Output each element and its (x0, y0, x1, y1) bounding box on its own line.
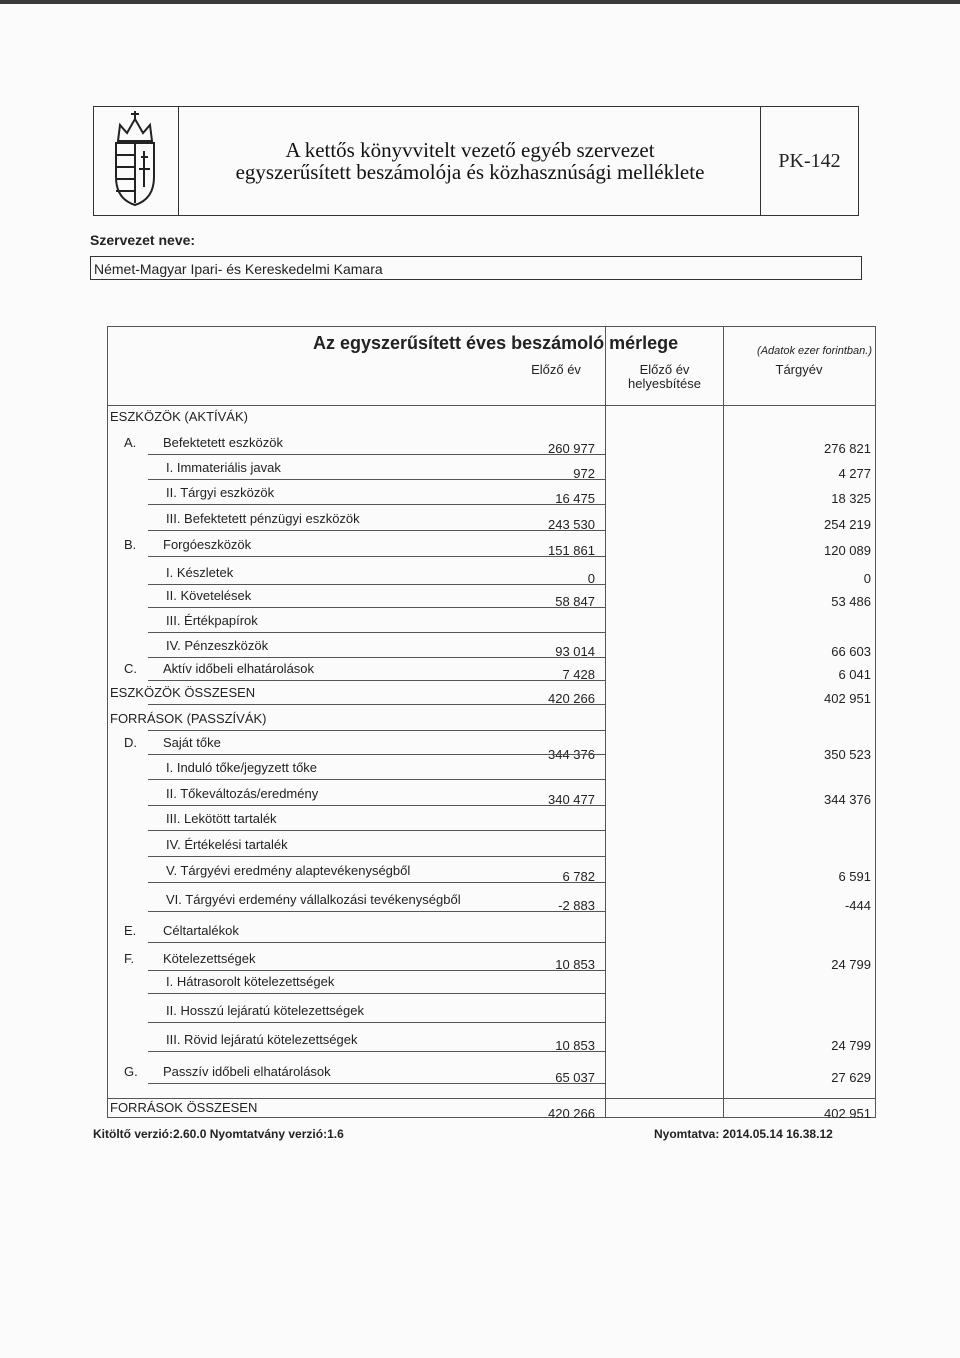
table-row (108, 951, 875, 972)
row-label: I. Induló tőke/jegyzett tőke (166, 760, 318, 775)
row-label: I. Immateriális javak (166, 460, 281, 475)
value-prev-year: 16 475 (555, 491, 595, 506)
table-row (108, 1032, 875, 1053)
row-label: III. Értékpapírok (166, 613, 258, 628)
table-row (108, 1003, 875, 1019)
footer-printed: Nyomtatva: 2014.05.14 16.38.12 (654, 1127, 833, 1141)
row-rule (148, 805, 606, 806)
row-rule (148, 704, 606, 705)
row-label: Forgóeszközök (163, 537, 252, 552)
row-code: G. (124, 1064, 138, 1079)
table-row (108, 923, 875, 939)
balance-sheet-table (107, 326, 876, 1121)
form-title-line2: egyszerűsített beszámolója és közhasznúsági melléklete (235, 160, 705, 184)
unit-note: (Adatok ezer forintban.) (757, 345, 872, 357)
value-prev-year: 93 014 (555, 644, 595, 659)
value-current-year: 0 (863, 571, 871, 586)
row-rule (148, 607, 606, 608)
value-prev-year: 7 428 (562, 667, 595, 682)
row-label: Saját tőke (163, 735, 221, 750)
row-rule (148, 1022, 606, 1023)
row-label: I. Hátrasorolt kötelezettségek (166, 974, 335, 989)
value-prev-year: -2 883 (558, 898, 595, 913)
col-header-corr: Előző év helyesbítése (628, 362, 701, 391)
row-rule (148, 680, 606, 681)
table-row (108, 974, 875, 990)
row-rule (148, 830, 606, 831)
table-row (108, 685, 875, 706)
row-code: F. (124, 951, 135, 966)
row-label: IV. Értékelési tartalék (166, 837, 288, 852)
row-rule (148, 454, 606, 455)
row-rule (148, 1051, 606, 1052)
row-rule (148, 730, 606, 731)
row-label: ESZKÖZÖK (AKTÍVÁK) (110, 409, 248, 424)
table-row (108, 613, 875, 629)
value-prev-year: 420 266 (548, 1106, 595, 1121)
table-row (108, 786, 875, 807)
row-rule (148, 584, 606, 585)
value-prev-year: 0 (587, 571, 595, 586)
row-rule (148, 1083, 606, 1084)
row-code: B. (124, 537, 137, 552)
row-label: III. Lekötött tartalék (166, 811, 277, 826)
table-row (108, 588, 875, 609)
value-prev-year: 243 530 (548, 517, 595, 532)
coat-of-arms-icon (94, 107, 179, 215)
table-row (108, 735, 875, 762)
table-row (108, 537, 875, 558)
value-prev-year: 58 847 (555, 594, 595, 609)
row-rule (148, 754, 606, 755)
value-prev-year: 344 376 (548, 747, 595, 762)
value-current-year: 24 799 (831, 1038, 871, 1053)
value-current-year: 350 523 (824, 747, 871, 762)
row-rule (148, 856, 606, 857)
value-prev-year: 65 037 (555, 1070, 595, 1085)
value-current-year: 6 041 (838, 667, 871, 682)
col-header-curr: Tárgyév (775, 362, 823, 377)
table-row (108, 1100, 875, 1121)
row-rule (148, 993, 606, 994)
value-prev-year: 972 (573, 466, 595, 481)
row-rule (148, 911, 606, 912)
row-rule (148, 632, 606, 633)
table-row (108, 863, 875, 884)
value-current-year: -444 (844, 898, 871, 913)
row-rule (148, 556, 606, 557)
value-prev-year: 260 977 (548, 441, 595, 456)
form-code: PK-142 (760, 107, 858, 215)
value-current-year: 120 089 (824, 543, 871, 558)
table-row (108, 565, 875, 586)
value-prev-year: 10 853 (555, 1038, 595, 1053)
value-current-year: 276 821 (824, 441, 871, 456)
footer-version: Kitöltő verzió:2.60.0 Nyomtatvány verzió:1.6 (93, 1127, 344, 1141)
row-code: C. (124, 661, 137, 676)
col-header-prev: Előző év (531, 362, 581, 377)
scan-top-edge (0, 0, 960, 4)
table-row (108, 837, 875, 853)
row-label: Kötelezettségek (163, 951, 256, 966)
value-current-year: 18 325 (831, 491, 871, 506)
value-prev-year: 340 477 (548, 792, 595, 807)
table-row (108, 892, 875, 913)
row-rule (148, 970, 606, 971)
value-prev-year: 10 853 (555, 957, 595, 972)
row-rule (148, 657, 606, 658)
row-label: Aktív időbeli elhatárolások (163, 661, 315, 676)
table-row (108, 638, 875, 659)
table-row (108, 1064, 875, 1085)
value-current-year: 402 951 (824, 691, 871, 706)
row-code: D. (124, 735, 137, 750)
table-row (108, 435, 875, 456)
value-current-year: 254 219 (824, 517, 871, 532)
row-rule (148, 779, 606, 780)
row-label: VI. Tárgyévi erdemény vállalkozási tevékenységből (166, 892, 461, 907)
row-rule (148, 882, 606, 883)
form-header (93, 106, 859, 216)
value-prev-year: 420 266 (548, 691, 595, 706)
value-current-year: 27 629 (831, 1070, 871, 1085)
value-prev-year: 6 782 (562, 869, 595, 884)
row-label: I. Készletek (166, 565, 234, 580)
row-rule (148, 942, 606, 943)
value-current-year: 402 951 (824, 1106, 871, 1121)
table-title: Az egyszerűsített éves beszámoló mérlege (313, 333, 679, 353)
table-row (108, 711, 875, 727)
row-label: IV. Pénzeszközök (166, 638, 269, 653)
row-label: FORRÁSOK (PASSZÍVÁK) (110, 711, 267, 726)
row-label: Céltartalékok (163, 923, 239, 938)
row-label: II. Tárgyi eszközök (166, 485, 275, 500)
table-row (108, 661, 875, 682)
table-row (108, 409, 875, 425)
row-label: Passzív időbeli elhatárolások (163, 1064, 331, 1079)
row-label: FORRÁSOK ÖSSZESEN (110, 1100, 258, 1115)
value-current-year: 344 376 (824, 792, 871, 807)
table-row (108, 511, 875, 532)
row-rule (148, 530, 606, 531)
row-label: II. Tőkeváltozás/eredmény (166, 786, 319, 801)
table-row (108, 811, 875, 827)
value-prev-year: 151 861 (548, 543, 595, 558)
org-name-label: Szervezet neve: (90, 232, 196, 248)
row-label: V. Tárgyévi eredmény alaptevékenységből (166, 863, 411, 878)
value-current-year: 6 591 (838, 869, 871, 884)
value-current-year: 24 799 (831, 957, 871, 972)
row-label: III. Befektetett pénzügyi eszközök (166, 511, 360, 526)
form-title-line1: A kettős könyvvitelt vezető egyéb szervezet (285, 138, 655, 162)
row-code: A. (124, 435, 137, 450)
org-name-field: Német-Magyar Ipari- és Kereskedelmi Kamara (90, 256, 862, 280)
row-label: ESZKÖZÖK ÖSSZESEN (110, 685, 256, 700)
table-row (108, 485, 875, 506)
value-current-year: 66 603 (831, 644, 871, 659)
row-label: II. Hosszú lejáratú kötelezettségek (166, 1003, 364, 1018)
row-label: III. Rövid lejáratú kötelezettségek (166, 1032, 358, 1047)
table-row (108, 760, 875, 776)
row-label: Befektetett eszközök (163, 435, 283, 450)
row-code: E. (124, 923, 137, 938)
row-label: II. Követelések (166, 588, 252, 603)
value-current-year: 4 277 (838, 466, 871, 481)
value-current-year: 53 486 (831, 594, 871, 609)
row-rule (148, 479, 606, 480)
row-rule (148, 504, 606, 505)
table-row (108, 460, 875, 481)
form-title (180, 107, 760, 215)
